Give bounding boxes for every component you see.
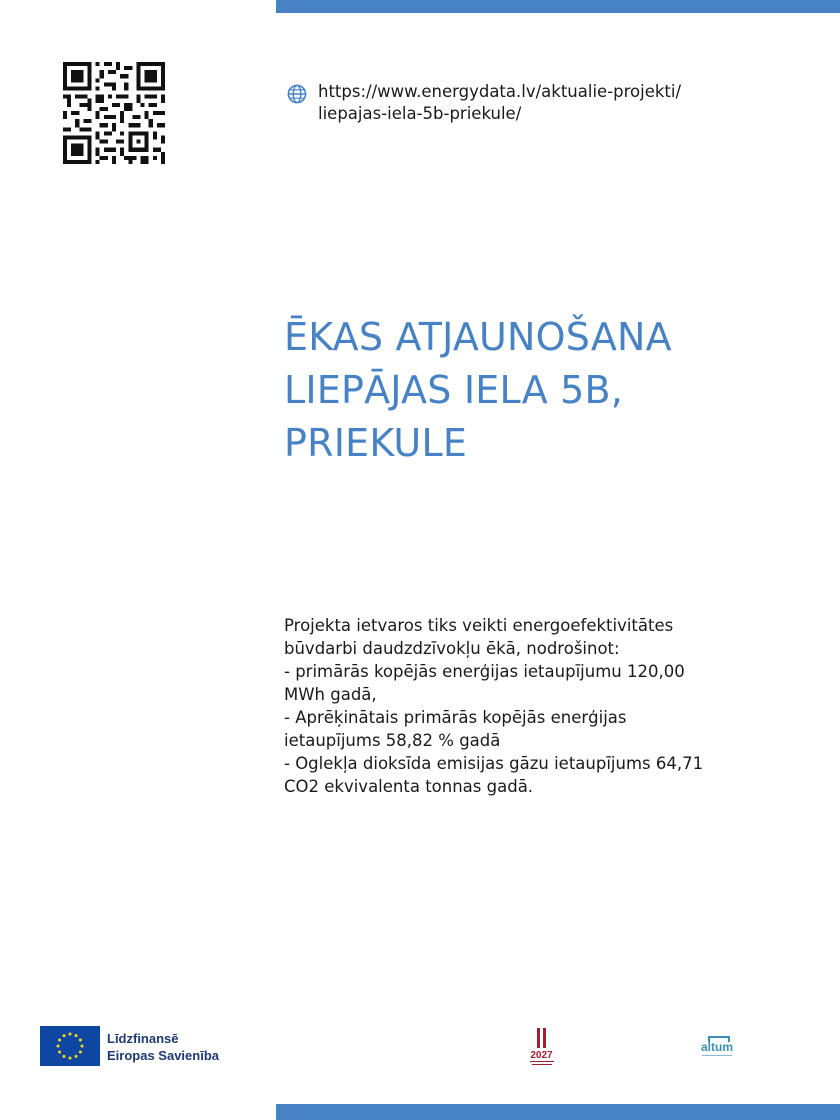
logo-2027-text: 2027: [530, 1050, 553, 1061]
title-line-3: PRIEKULE: [284, 421, 468, 465]
bottom-accent-bar: [276, 1104, 840, 1120]
description-line: CO2 ekvivalenta tonnas gadā.: [284, 777, 534, 796]
altum-logo: [694, 1034, 740, 1060]
altum-text: altum: [700, 1040, 734, 1054]
eu-flag-icon: [40, 1026, 100, 1066]
globe-icon: [287, 84, 307, 104]
title-line-2: LIEPĀJAS IELA 5B,: [284, 368, 624, 412]
description-line: - Oglekļa dioksīda emisijas gāzu ietaupījums 64,71: [284, 754, 704, 773]
title-line-1: ĒKAS ATJAUNOŠANA: [284, 315, 672, 359]
description-line: ietaupījums 58,82 % gadā: [284, 731, 501, 750]
description-line: būvdarbi daudzdzīvokļu ēkā, nodrošinot:: [284, 639, 620, 658]
eu-label-line-2: Eiropas Savienība: [107, 1048, 219, 1063]
latvia-2027-logo: [524, 1026, 560, 1068]
description-line: - Aprēķinātais primārās kopējās enerģijas: [284, 708, 627, 727]
qr-code[interactable]: [63, 62, 165, 164]
url-line-2[interactable]: liepajas-iela-5b-priekule/: [318, 104, 522, 123]
description-line: - primārās kopējās enerģijas ietaupījumu 120,00: [284, 662, 685, 681]
description-line: Projekta ietvaros tiks veikti energoefektivitātes: [284, 616, 674, 635]
eu-cofinance-label: [107, 1030, 219, 1064]
eu-label-line-1: Līdzfinansē: [107, 1031, 179, 1046]
website-link-row[interactable]: [287, 81, 758, 125]
description-line: MWh gadā,: [284, 685, 377, 704]
project-description: [284, 614, 744, 798]
url-line-1[interactable]: https://www.energydata.lv/aktualie-projekti/: [318, 82, 682, 101]
page-title: [284, 311, 804, 470]
website-url[interactable]: [318, 81, 758, 125]
top-accent-bar: [276, 0, 840, 13]
